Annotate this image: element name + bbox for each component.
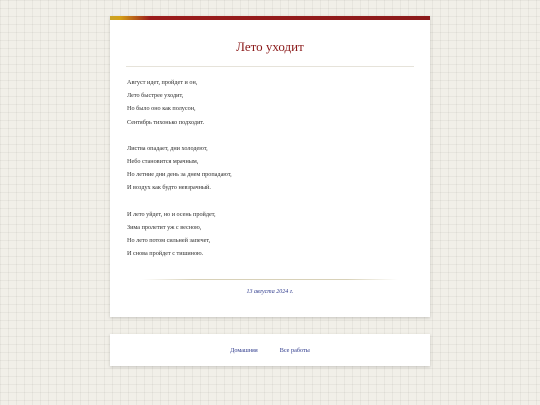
- stanza: [127, 76, 414, 129]
- stanza: [127, 208, 414, 261]
- poem-line: Сентябрь тихонько подходит.: [127, 118, 205, 126]
- poem-line: Небо становится мрачным,: [127, 157, 199, 165]
- footer-nav: [110, 334, 430, 366]
- poem-line: И лето уйдет, но и осень пройдет,: [127, 210, 216, 218]
- poem-line: И воздух как будто невзрачный.: [127, 184, 211, 192]
- nav-link-all-works[interactable]: Все работы: [279, 346, 310, 354]
- footer-divider: [142, 279, 398, 280]
- poem-line: Зима пролетит уж с весною,: [127, 223, 202, 231]
- poem-body: [127, 76, 414, 273]
- poem-title: Лето уходит: [236, 39, 304, 54]
- stanza: [127, 142, 414, 195]
- nav-link-home[interactable]: Домашняя: [230, 346, 258, 354]
- poem-card: [110, 16, 430, 317]
- poem-line: Но лето потом сильней запечет,: [127, 236, 211, 244]
- poem-line: Но летние дни день за днем пропадают,: [127, 171, 232, 179]
- poem-line: Август идет, пройдет и он,: [127, 79, 198, 86]
- poem-date: 13 августа 2024 г.: [246, 289, 294, 295]
- poem-line: Но было оно как полусон,: [127, 105, 196, 113]
- poem-line: И снова пройдет с тишиною.: [127, 250, 204, 258]
- title-divider: [126, 66, 414, 67]
- poem-line: Листва опадает, дни холодеют,: [127, 144, 208, 152]
- poem-line: Лето быстрее уходит,: [127, 92, 184, 100]
- accent-bar: [110, 16, 430, 20]
